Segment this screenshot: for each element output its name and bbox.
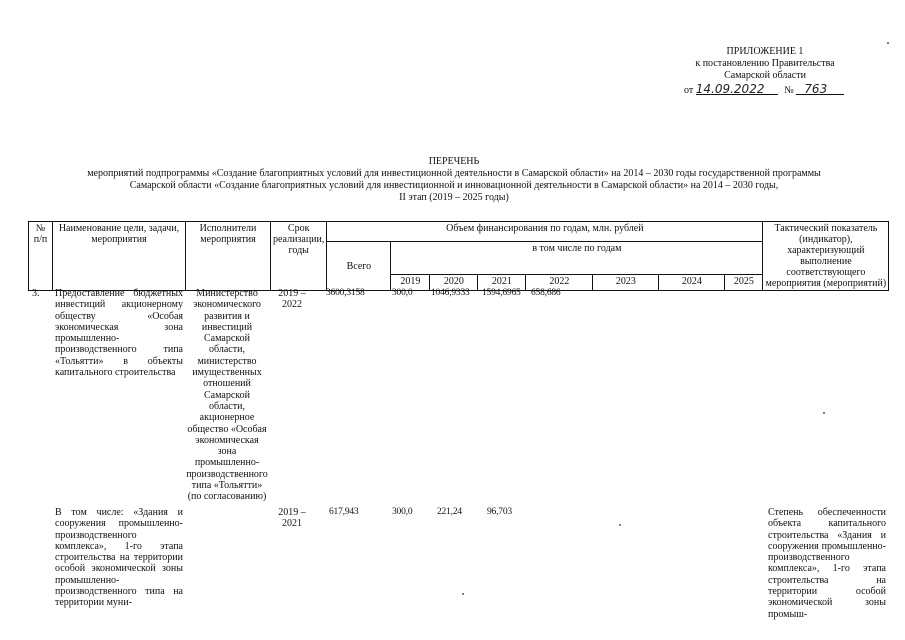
- header-incl-years: в том числе по годам: [391, 242, 763, 275]
- row1-2021: 1594,6965: [482, 288, 521, 298]
- header-year-2021: 2021: [478, 275, 526, 291]
- header-year-2019: 2019: [391, 275, 430, 291]
- row1-term: 2019 – 2022: [278, 288, 306, 311]
- header-total: Всего: [327, 242, 391, 291]
- title-heading: ПЕРЕЧЕНЬ: [428, 156, 480, 167]
- number-underline: [796, 82, 844, 95]
- measures-table-header: [28, 221, 889, 291]
- header-name: Наименование цели, задачи, мероприятия: [53, 222, 186, 291]
- row2-2021: 96,703: [487, 507, 512, 517]
- appendix-line-2: к постановлению Правительства: [695, 58, 835, 69]
- date-underline: [696, 82, 778, 95]
- scan-speck: [823, 412, 825, 414]
- row1-name: Предоставление бюджетных инвестиций акционерному обществу «Особая экономическая зона промышленно-производственного типа «Тольятти» в объекты капитального строительства: [55, 288, 183, 379]
- header-year-2023: 2023: [593, 275, 659, 291]
- row1-total: 3600,3158: [326, 288, 365, 298]
- header-term: Срок реализации, годы: [271, 222, 327, 291]
- number-handwritten: 763: [804, 82, 828, 96]
- scan-speck: [462, 593, 464, 595]
- appendix-line-3: Самарской области: [724, 70, 806, 81]
- date-handwritten: 14.09.2022: [695, 82, 765, 96]
- header-year-2025: 2025: [725, 275, 763, 291]
- row1-num: 3.: [32, 288, 40, 299]
- appendix-block: [676, 46, 854, 82]
- scan-speck: [887, 42, 889, 44]
- header-year-2020: 2020: [430, 275, 478, 291]
- row1-2020: 1046,9333: [431, 288, 470, 298]
- row1-2022: 658,686: [531, 288, 561, 298]
- row1-executors: Министерство экономического развития и инвестиций Самарской области, министерство имущественных отношений Самарской области, акционерное общество «Особая экономическая зона промышленно-производственного типа «Тольятти» (по согласованию): [186, 288, 268, 503]
- row2-total: 617,943: [329, 507, 359, 517]
- date-prefix: от: [684, 85, 694, 96]
- header-funding: Объем финансирования по годам, млн. рублей: [327, 222, 763, 242]
- header-indicator: Тактический показатель (индикатор), характеризующий выполнение соответствующего мероприятия (мероприятий): [763, 222, 889, 291]
- row2-2019: 300,0: [392, 507, 413, 517]
- row1-2019: 300,0: [392, 288, 413, 298]
- title-line-2: Самарской области «Создание благоприятных условий для инвестиционной и инновационной деятельности в Самарской области» на 2014 – 2030 годы,: [129, 180, 779, 191]
- title-line-1: мероприятий подпрограммы «Создание благоприятных условий для инвестиционной деятельности в Самарской области» на 2014 – 2030 годы государственной программы: [87, 168, 821, 179]
- date-number-line: [684, 82, 854, 98]
- row2-term: 2019 – 2021: [278, 507, 306, 530]
- number-prefix: №: [784, 85, 794, 96]
- scan-speck: [619, 524, 621, 526]
- row2-2020: 221,24: [437, 507, 462, 517]
- title-line-3: II этап (2019 – 2025 годы): [399, 192, 509, 203]
- header-num: № п/п: [29, 222, 53, 291]
- row2-name: В том числе: «Здания и сооружения промышленно-производственного комплекса», 1-го этапа строительства на территории особой экономической зоны промышленно-производственного типа на территории муни-: [55, 507, 183, 609]
- appendix-title: ПРИЛОЖЕНИЕ 1: [726, 46, 804, 57]
- header-year-2024: 2024: [659, 275, 725, 291]
- document-title: [30, 156, 878, 204]
- header-executors: Исполнители мероприятия: [186, 222, 271, 291]
- row2-indicator: Степень обеспеченности объекта капитального строительства «Здания и сооружения промышленно-производственного комплекса», 1-го этапа строительства на территории особой экономической зоны промыш-: [768, 507, 886, 620]
- header-year-2022: 2022: [526, 275, 593, 291]
